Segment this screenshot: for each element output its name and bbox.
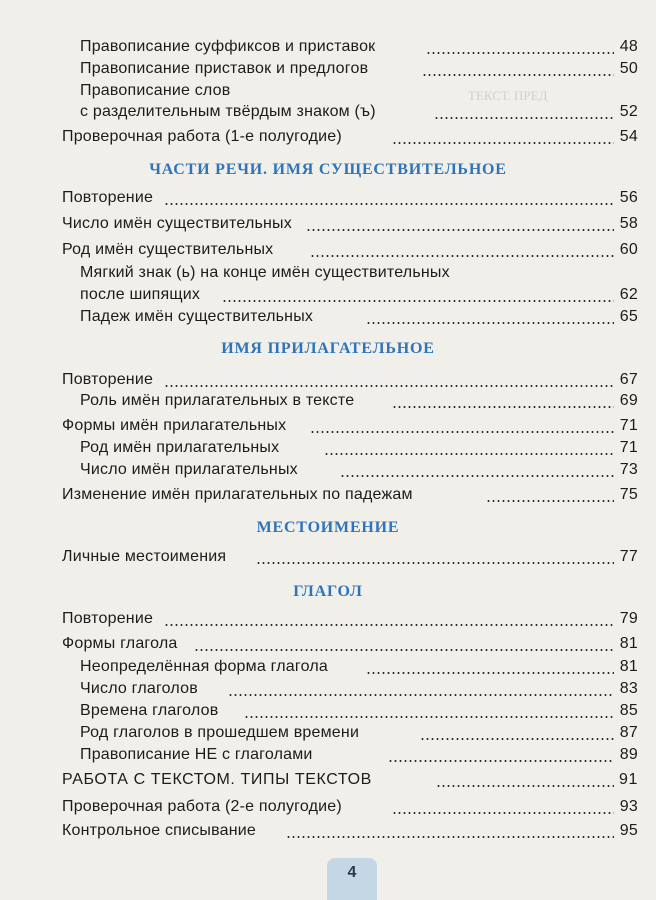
dot-leader xyxy=(228,694,614,696)
dot-leader xyxy=(366,322,614,324)
entry-title: Род глаголов в прошедшем времени xyxy=(80,724,360,741)
toc-entry[interactable] xyxy=(0,284,656,306)
entry-title: с разделительным твёрдым знаком (ъ) xyxy=(80,103,376,120)
bleed-through-text: ТЕКСТ. ПРЕД xyxy=(468,88,548,103)
entry-title: Род имён прилагательных xyxy=(80,439,280,456)
entry-title: Число глаголов xyxy=(80,680,198,697)
entry-title: Проверочная работа (2-е полугодие) xyxy=(62,798,342,815)
toc-entry[interactable] xyxy=(0,306,656,328)
entry-page: 83 xyxy=(619,680,638,697)
toc-entry[interactable] xyxy=(0,187,656,209)
entry-page: 79 xyxy=(619,610,638,627)
toc-entry[interactable] xyxy=(0,722,656,744)
entry-title: Проверочная работа (1-е полугодие) xyxy=(62,128,342,145)
toc-entry[interactable] xyxy=(0,58,656,80)
entry-title: Род имён существительных xyxy=(62,241,274,258)
entry-title: Правописание суффиксов и приставок xyxy=(80,38,376,55)
entry-title: Число имён существительных xyxy=(62,215,292,232)
entry-page: 71 xyxy=(619,439,638,456)
entry-page: 81 xyxy=(619,658,638,675)
dot-leader xyxy=(420,738,614,740)
dot-leader xyxy=(392,142,614,144)
toc-entry[interactable] xyxy=(0,744,656,766)
entry-title: Контрольное списывание xyxy=(62,822,256,839)
dot-leader xyxy=(222,300,614,302)
entry-title: Изменение имён прилагательных по падежам xyxy=(62,486,413,503)
toc-entry[interactable] xyxy=(0,633,656,655)
entry-page: 95 xyxy=(619,822,638,839)
entry-title: Падеж имён существительных xyxy=(80,308,314,325)
entry-page: 89 xyxy=(619,746,638,763)
dot-leader xyxy=(392,406,614,408)
entry-title: Формы глагола xyxy=(62,635,178,652)
entry-title: после шипящих xyxy=(80,286,201,303)
entry-title: Число имён прилагательных xyxy=(80,461,298,478)
entry-page: 85 xyxy=(619,702,638,719)
dot-leader xyxy=(324,453,614,455)
dot-leader xyxy=(486,500,614,502)
toc-entry xyxy=(0,262,656,284)
entry-title: Повторение xyxy=(62,371,154,388)
dot-leader xyxy=(310,431,614,433)
dot-leader xyxy=(194,649,614,651)
entry-title: Повторение xyxy=(62,189,154,206)
dot-leader xyxy=(306,229,614,231)
entry-page: 58 xyxy=(619,215,638,232)
toc-entry[interactable] xyxy=(0,484,656,506)
toc-entry[interactable] xyxy=(0,390,656,412)
entry-page: 87 xyxy=(619,724,638,741)
entry-title: РАБОТА С ТЕКСТОМ. ТИПЫ ТЕКСТОВ xyxy=(62,771,372,788)
entry-page: 56 xyxy=(619,189,638,206)
entry-title: Правописание НЕ с глаголами xyxy=(80,746,313,763)
entry-page: 73 xyxy=(619,461,638,478)
toc-entry[interactable] xyxy=(0,36,656,58)
dot-leader xyxy=(256,562,614,564)
entry-page: 60 xyxy=(619,241,638,258)
entry-title: Времена глаголов xyxy=(80,702,219,719)
toc-entry[interactable] xyxy=(0,546,656,568)
entry-page: 91 xyxy=(619,771,638,788)
toc-entry[interactable] xyxy=(0,769,656,791)
dot-leader xyxy=(164,385,614,387)
entry-page: 81 xyxy=(619,635,638,652)
entry-page: 62 xyxy=(619,286,638,303)
entry-page: 75 xyxy=(619,486,638,503)
entry-title: Мягкий знак (ь) на конце имён существительных xyxy=(80,264,450,281)
entry-page: 52 xyxy=(619,103,638,120)
toc-entry xyxy=(0,80,656,102)
entry-page: 48 xyxy=(619,38,638,55)
entry-title: Правописание слов xyxy=(80,82,231,99)
toc-entry[interactable] xyxy=(0,608,656,630)
dot-leader xyxy=(436,785,614,787)
dot-leader xyxy=(366,672,614,674)
entry-title: Формы имён прилагательных xyxy=(62,417,287,434)
entry-page: 69 xyxy=(619,392,638,409)
dot-leader xyxy=(286,836,614,838)
dot-leader xyxy=(164,203,614,205)
dot-leader xyxy=(422,74,614,76)
toc-entry[interactable] xyxy=(0,437,656,459)
dot-leader xyxy=(426,52,614,54)
dot-leader xyxy=(434,117,614,119)
dot-leader xyxy=(310,255,614,257)
toc-entry[interactable] xyxy=(0,459,656,481)
entry-page: 65 xyxy=(619,308,638,325)
page-number-badge: 4 xyxy=(327,858,377,900)
entry-page: 50 xyxy=(619,60,638,77)
toc-entry[interactable] xyxy=(0,796,656,818)
entry-page: 54 xyxy=(619,128,638,145)
dot-leader xyxy=(164,624,614,626)
entry-page: 71 xyxy=(619,417,638,434)
toc-entry[interactable] xyxy=(0,126,656,148)
entry-page: 77 xyxy=(619,548,638,565)
toc-entry[interactable] xyxy=(0,656,656,678)
entry-page: 67 xyxy=(619,371,638,388)
dot-leader xyxy=(392,812,614,814)
toc-entry[interactable] xyxy=(0,101,656,123)
section-heading-noun: ЧАСТИ РЕЧИ. ИМЯ СУЩЕСТВИТЕЛЬНОЕ xyxy=(149,161,507,178)
toc-entry[interactable] xyxy=(0,700,656,722)
dot-leader xyxy=(244,716,614,718)
toc-entry[interactable] xyxy=(0,369,656,391)
dot-leader xyxy=(388,760,614,762)
toc-entry[interactable] xyxy=(0,820,656,842)
dot-leader xyxy=(340,475,614,477)
entry-title: Повторение xyxy=(62,610,154,627)
toc-entry[interactable] xyxy=(0,415,656,437)
toc-entry[interactable] xyxy=(0,239,656,261)
entry-title: Правописание приставок и предлогов xyxy=(80,60,369,77)
section-heading-pronoun: МЕСТОИМЕНИЕ xyxy=(256,519,400,536)
entry-title: Роль имён прилагательных в тексте xyxy=(80,392,355,409)
entry-title: Неопределённая форма глагола xyxy=(80,658,328,675)
entry-page: 93 xyxy=(619,798,638,815)
section-heading-verb: ГЛАГОЛ xyxy=(293,583,363,600)
toc-entry[interactable] xyxy=(0,213,656,235)
section-heading-adjective: ИМЯ ПРИЛАГАТЕЛЬНОЕ xyxy=(221,340,435,357)
entry-title: Личные местоимения xyxy=(62,548,227,565)
toc-entry[interactable] xyxy=(0,678,656,700)
